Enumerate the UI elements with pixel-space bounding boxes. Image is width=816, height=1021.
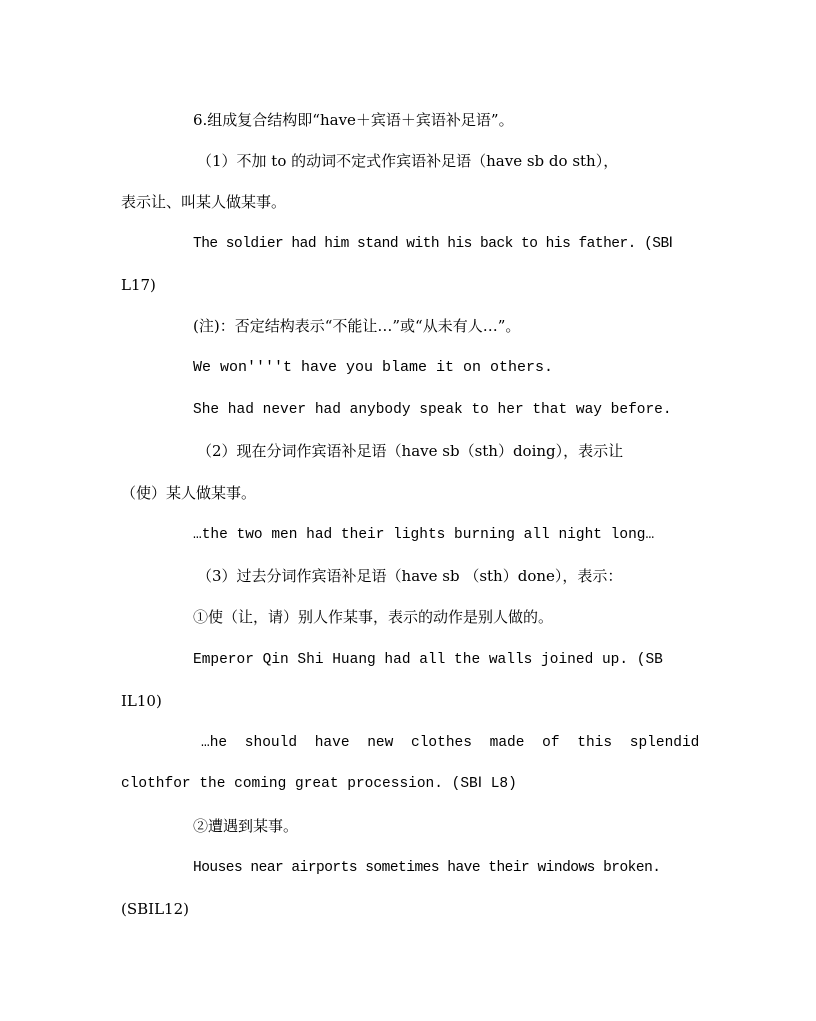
usage-point-2: ②遭遇到某事。 [193, 817, 299, 835]
subsection-2-heading: （2）现在分词作宾语补足语（have sb（sth）doing），表示让 [197, 442, 624, 460]
example-source: (SBⅠL12) [121, 900, 189, 918]
subsection-2-heading-cont: （使）某人做某事。 [121, 484, 257, 502]
example-sentence: She had never had anybody speak to her that way before. [193, 402, 672, 418]
example-source: L17) [121, 276, 156, 294]
example-sentence: Emperor Qin Shi Huang had all the walls joined up. (SB [193, 652, 663, 668]
section-heading: 6.组成复合结构即“have＋宾语＋宾语补足语”。 [193, 111, 514, 129]
subsection-1-heading: （1）不加 to 的动词不定式作宾语补足语（have sb do sth）， [197, 152, 619, 170]
example-sentence-cont: clothfor the coming great procession. (SBⅠ L8) [121, 776, 517, 792]
usage-point-1: ①使（让，请）别人作某事，表示的动作是别人做的。 [193, 608, 554, 626]
note-text: (注)：否定结构表示“不能让…”或“从未有人…”。 [193, 317, 521, 335]
example-sentence: …he should have new clothes made of this splendid [201, 735, 700, 751]
example-source: ⅠL10) [121, 692, 162, 710]
example-sentence: Houses near airports sometimes have their windows broken. [193, 860, 661, 876]
subsection-1-heading-cont: 表示让、叫某人做某事。 [121, 193, 287, 211]
example-sentence: We won''''t have you blame it on others. [193, 359, 554, 376]
example-sentence: The soldier had him stand with his back to his father. (SBⅠ [193, 236, 673, 252]
subsection-3-heading: （3）过去分词作宾语补足语（have sb （sth）done），表示： [197, 567, 623, 585]
example-sentence: …the two men had their lights burning all night long… [193, 527, 655, 543]
